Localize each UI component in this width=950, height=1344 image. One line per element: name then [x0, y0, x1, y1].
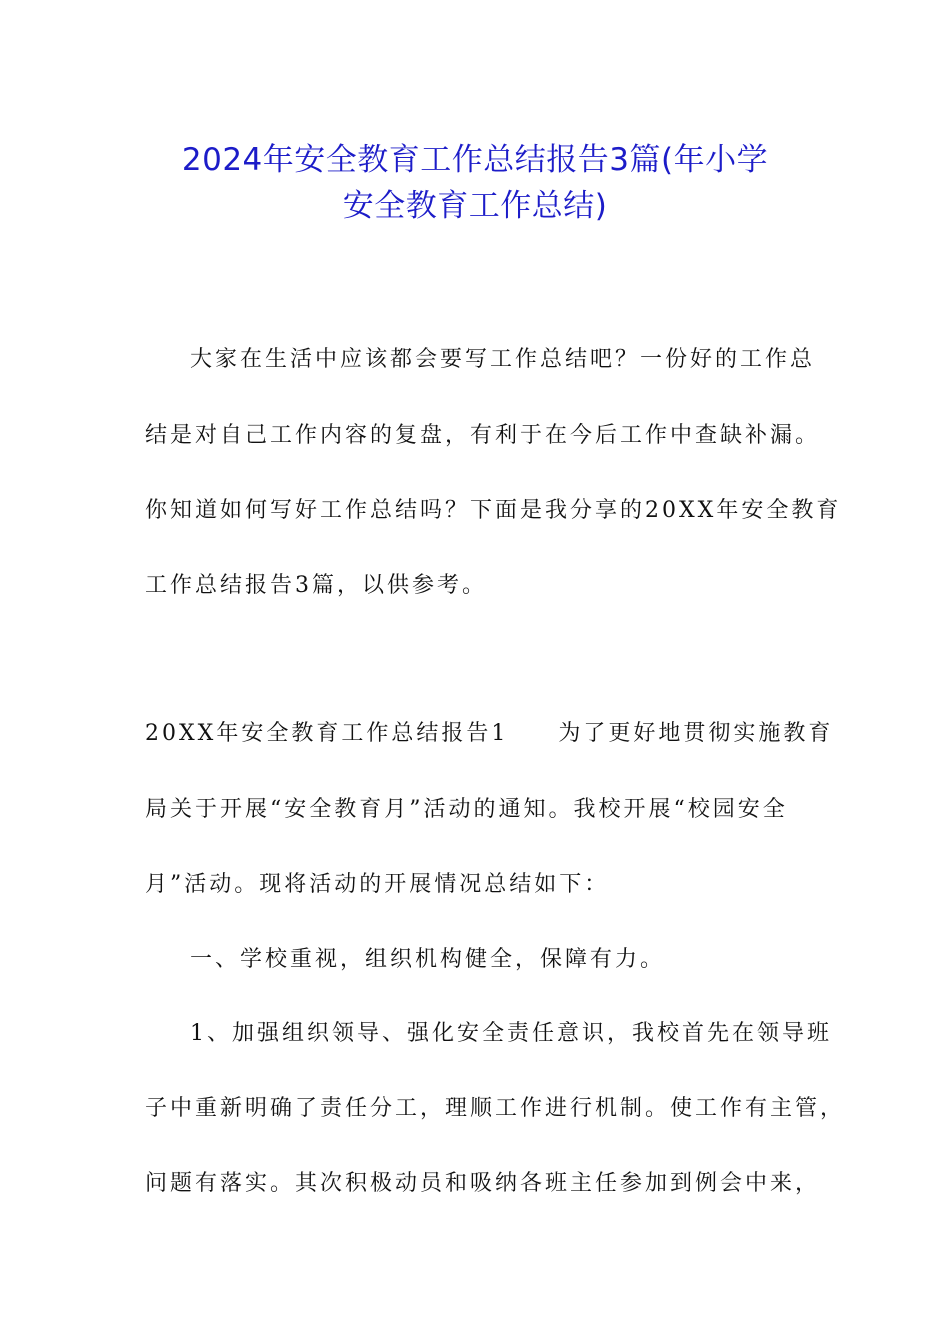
- intro-line-1: 大家在生活中应该都会要写工作总结吧？一份好的工作总: [190, 347, 816, 372]
- body-line-5: 问题有落实。其次积极动员和吸纳各班主任参加到例会中来，: [145, 1171, 821, 1196]
- body-line-1: 局关于开展“安全教育月”活动的通知。我校开展“校园安全: [145, 797, 788, 822]
- section-heading-1: 一、学校重视，组织机构健全，保障有力。: [190, 947, 666, 972]
- body-line-3: 1、加强组织领导、强化安全责任意识，我校首先在领导班: [190, 1021, 832, 1046]
- report-1-first-text: 为了更好地贯彻实施教育: [558, 721, 834, 746]
- intro-line-3: 你知道如何写好工作总结吗？下面是我分享的20XX年安全教育: [145, 498, 842, 523]
- report-1-heading: 20XX年安全教育工作总结报告1: [145, 721, 509, 746]
- document-title-line-1: 2024年安全教育工作总结报告3篇(年小学: [181, 142, 769, 178]
- intro-line-2: 结是对自己工作内容的复盘，有利于在今后工作中查缺补漏。: [145, 423, 821, 448]
- report-1-first-line: [145, 719, 833, 749]
- intro-line-4: 工作总结报告3篇，以供参考。: [145, 573, 487, 598]
- body-line-4: 子中重新明确了责任分工，理顺工作进行机制。使工作有主管，: [145, 1096, 846, 1121]
- body-line-2: 月”活动。现将活动的开展情况总结如下：: [145, 872, 610, 897]
- document-title-line-2: 安全教育工作总结): [342, 188, 608, 224]
